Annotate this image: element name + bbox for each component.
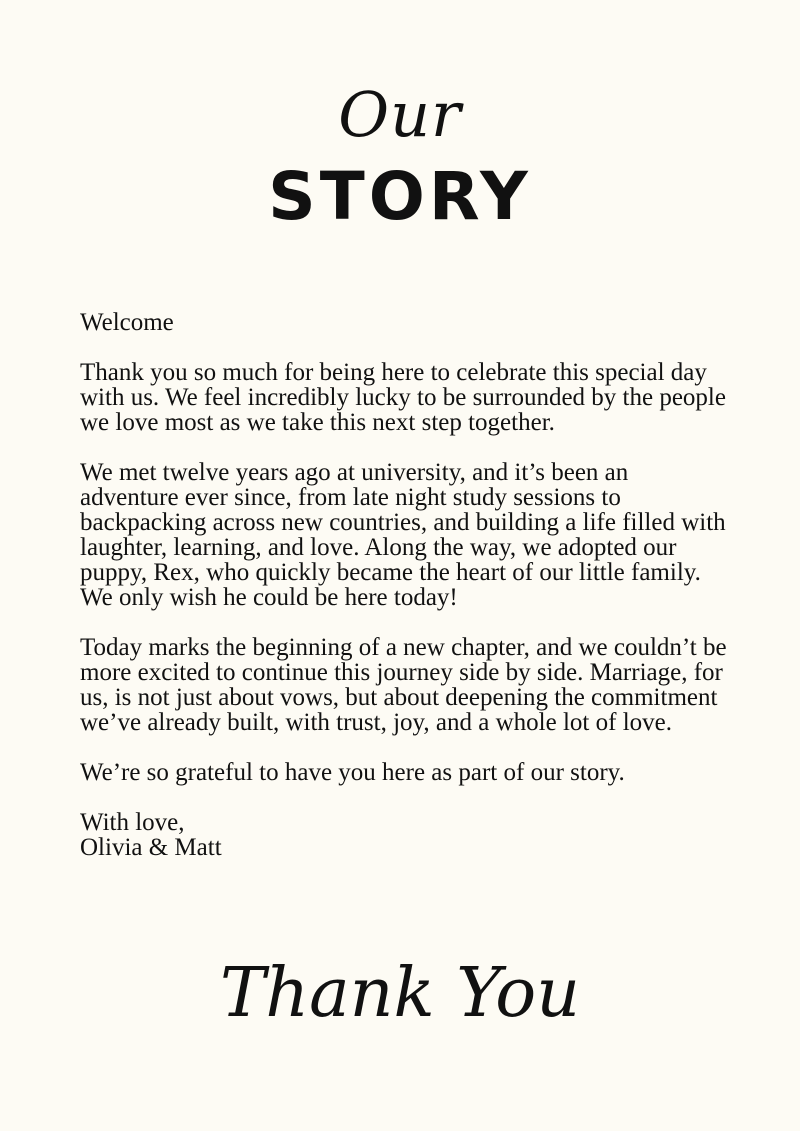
letter-greeting: Welcome xyxy=(80,309,174,336)
thank-you-script: Thank You xyxy=(219,954,581,1033)
letter-paragraph: Thank you so much for being here to celebrate this special day with us. We feel incredibly lucky to be surrounded by the people we love most as we take this next step together. xyxy=(80,359,726,436)
letter-paragraph: We met twelve years ago at university, and it’s been an adventure ever since, from late night study sessions to backpacking across new countries, and building a life filled with laughter, learning, and love. Along the way, we adopted our puppy, Rex, who quickly became the heart of our little family. We only wish he could be here today! xyxy=(80,459,726,611)
letter-body xyxy=(80,310,730,860)
letter-paragraph: We’re so grateful to have you here as part of our story. xyxy=(80,759,625,786)
page-title: STORY xyxy=(268,158,532,235)
letter-signature: Olivia & Matt xyxy=(80,834,222,861)
header-script-word: Our xyxy=(338,78,462,151)
letter-paragraph: Today marks the beginning of a new chapter, and we couldn’t be more excited to continue this journey side by side. Marriage, for us, is not just about vows, but about deepening the commitment we’ve already built, with trust, joy, and a whole lot of love. xyxy=(80,634,727,736)
letter-signoff: With love, xyxy=(80,809,185,836)
